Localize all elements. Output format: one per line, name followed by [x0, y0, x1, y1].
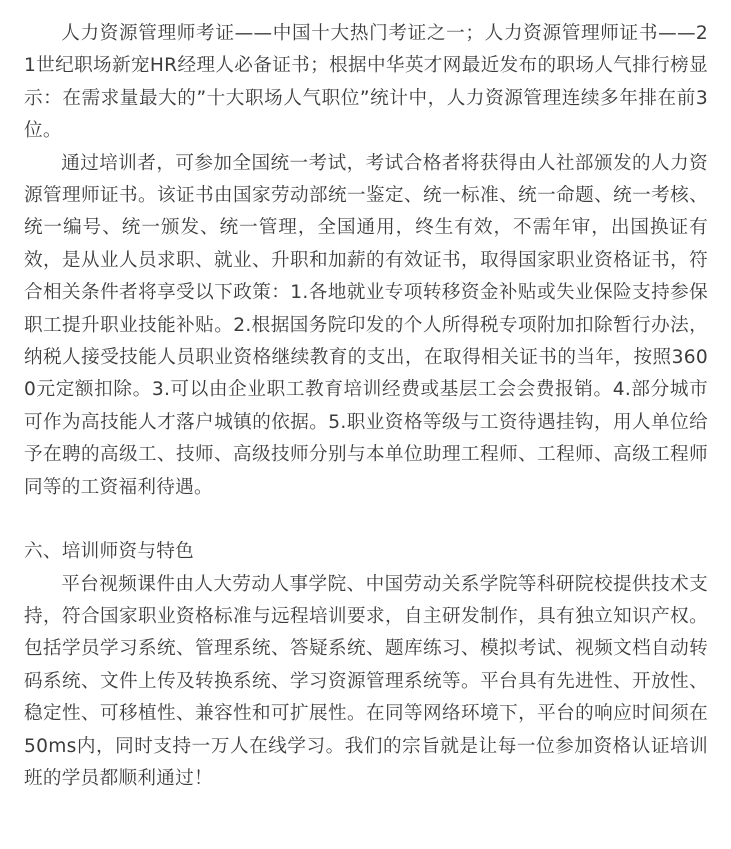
article-body	[24, 18, 708, 795]
paragraph-intro: 人力资源管理师考证——中国十大热门考证之一；人力资源管理师证书——21世纪职场新宠HR经理人必备证书；根据中华英才网最近发布的职场人气排行榜显示：在需求量最大的”十大职场人气职位”统计中，人力资源管理连续多年排在前3位。	[24, 23, 708, 142]
section-spacer	[24, 504, 708, 536]
paragraph-certificate-policy: 通过培训者，可参加全国统一考试，考试合格者将获得由人社部颁发的人力资源管理师证书。该证书由国家劳动部统一鉴定、统一标准、统一命题、统一考核、统一编号、统一颁发、统一管理，全国通用，终生有效，不需年审，出国换证有效，是从业人员求职、就业、升职和加薪的有效证书，取得国家职业资格证书，符合相关条件者将享受以下政策：1.各地就业专项转移资金补贴或失业保险支持参保职工提升职业技能补贴。2.根据国务院印发的个人所得税专项附加扣除暂行办法，纳税人接受技能人员职业资格继续教育的支出，在取得相关证书的当年，按照3600元定额扣除。3.可以由企业职工教育培训经费或基层工会会费报销。4.部分城市可作为高技能人才落户城镇的依据。5.职业资格等级与工资待遇挂钩，用人单位给予在聘的高级工、技师、高级技师分别与本单位助理工程师、工程师、高级工程师同等的工资福利待遇。	[24, 152, 708, 498]
section-heading: 六、培训师资与特色	[24, 541, 195, 563]
paragraph-platform: 平台视频课件由人大劳动人事学院、中国劳动关系学院等科研院校提供技术支持，符合国家职业资格标准与远程培训要求，自主研发制作，具有独立知识产权。包括学员学习系统、管理系统、答疑系统、题库练习、模拟考试、视频文档自动转码系统、文件上传及转换系统、学习资源管理系统等。平台具有先进性、开放性、稳定性、可移植性、兼容性和可扩展性。在同等网络环境下，平台的响应时间须在50ms内，同时支持一万人在线学习。我们的宗旨就是让每一位参加资格认证培训班的学员都顺利通过！	[24, 573, 708, 789]
